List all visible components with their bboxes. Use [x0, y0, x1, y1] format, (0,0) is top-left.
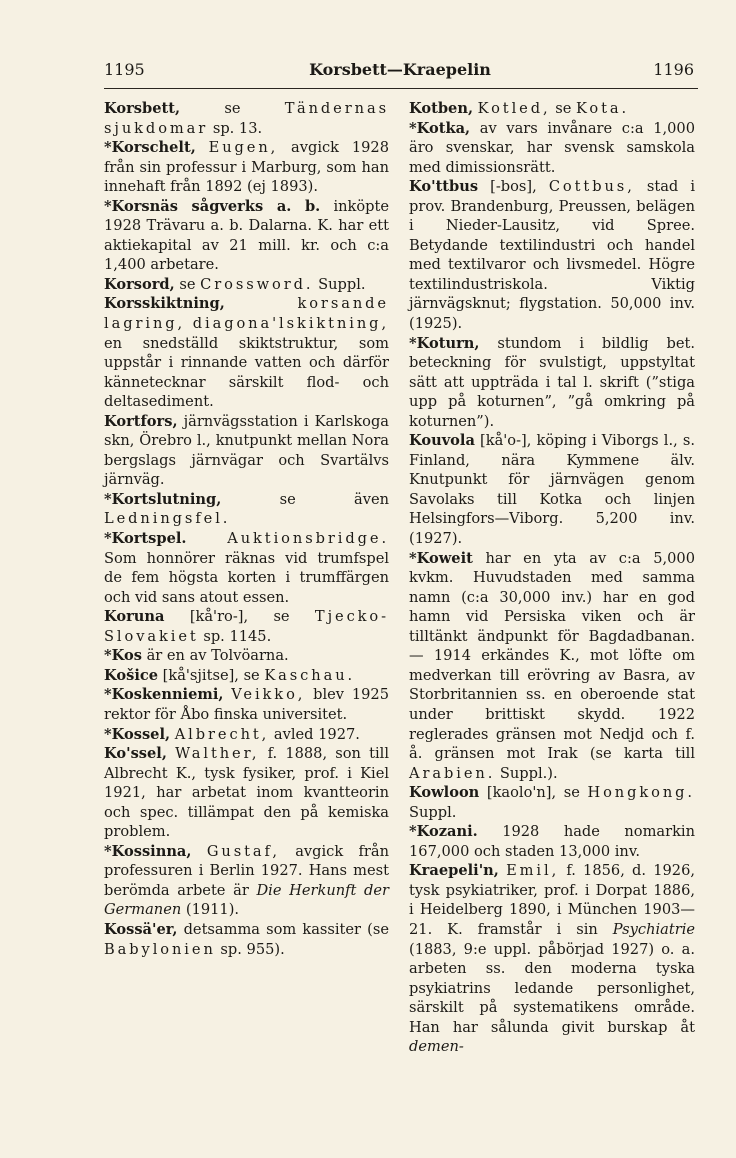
entry	[104, 529, 389, 607]
right-column	[409, 99, 695, 1057]
cross-reference: korsande lagring, diagona'lskiktning,	[104, 295, 389, 333]
entry-headword: Koruna	[104, 608, 165, 626]
entry	[104, 197, 389, 275]
entry	[104, 490, 389, 529]
cross-reference: Auktionsbridge.	[227, 530, 389, 548]
entry	[104, 99, 389, 138]
entry-headword: *Kortslutning,	[104, 490, 222, 508]
entry-headword: Korsbett,	[104, 100, 181, 117]
entry-text	[167, 745, 175, 762]
cross-reference: Eugen,	[208, 139, 279, 157]
italic-title: Die Herkunft der Germanen	[104, 881, 390, 919]
entry-text: är en av Tolvöarna.	[141, 647, 289, 665]
entry	[104, 294, 389, 411]
italic-title: demen-	[409, 1038, 464, 1056]
entry-text: en snedställd skiktstruktur, som uppstår i rinnande vatten och därför kännetecknar särskilt flod- och deltasediment.	[104, 334, 389, 411]
entry-text	[187, 530, 228, 547]
entry-text: [-bos],	[478, 178, 549, 196]
entry	[409, 861, 695, 1056]
entry	[104, 275, 389, 295]
entry-text: inköpte 1928 Trävaru a. b. Dalarna. K. har ett aktiekapital av 21 mill. kr. och c:a 1,400 arbetare.	[104, 197, 390, 274]
entry-headword: *Kotka,	[409, 119, 471, 137]
entry-headword: Korsord,	[104, 275, 175, 293]
entry-headword: Kraepeli'n,	[409, 862, 499, 880]
entry-headword: *Kossel,	[104, 725, 171, 743]
entry	[104, 920, 389, 959]
cross-reference: Walther,	[175, 745, 260, 763]
cross-reference: Cottbus,	[548, 178, 635, 196]
entry-text: järnvägsstation i Karlskoga skn, Örebro l., knutpunkt mellan Nora bergslags järnvägar och Svartälvs järnväg.	[104, 412, 389, 489]
entry-headword: *Koskenniemi,	[104, 686, 224, 704]
entry-text: se	[180, 100, 285, 117]
entry-headword: Košice	[104, 666, 159, 684]
running-header	[104, 60, 696, 84]
entry-headword: Kotben,	[409, 100, 474, 117]
entry-text: se	[174, 275, 201, 293]
entry-text: f. 1856, d. 1926, tysk psykiatriker, prof. i Dorpat 1886, i Heidelberg 1890, i München 1903—21. K. framstår i sin	[409, 862, 695, 938]
entry-headword: Korsskiktning,	[104, 295, 225, 313]
entry-text: detsamma som kassiter (se	[177, 920, 389, 938]
entry-text	[196, 139, 209, 156]
entry-text: blev 1925 rektor för Åbo finska universitet.	[104, 686, 389, 723]
entry-text: sp. 955).	[215, 940, 285, 958]
entry-text: sp. 1145.	[198, 627, 272, 645]
entry-text: [kaolo'n], se	[479, 784, 588, 802]
cross-reference: Kotled,	[477, 100, 551, 117]
cross-reference: Veikko,	[231, 686, 306, 704]
entry	[104, 842, 389, 920]
entry-headword: Ko'ssel,	[104, 745, 167, 763]
entry-text	[225, 295, 298, 312]
entry-text: [kå'ro-], se	[164, 608, 315, 626]
cross-reference: Tändernas sjukdomar	[104, 100, 389, 137]
entry	[409, 822, 695, 861]
entry	[409, 431, 695, 548]
entry	[104, 646, 389, 666]
entry-headword: *Kos	[104, 647, 142, 665]
cross-reference: Ledningsfel.	[104, 510, 231, 528]
entry-headword: Kouvola	[409, 432, 475, 450]
entry-headword: Kowloon	[409, 784, 480, 802]
entry-text: avgick 1928 från sin professur i Marburg, som han innehaft från 1892 (ej 1893).	[104, 139, 390, 196]
entry-text: Suppl.	[313, 275, 366, 293]
entry-headword: Kossä'er,	[104, 920, 178, 938]
entry	[104, 412, 389, 490]
running-title: Korsbett—Kraepelin	[309, 60, 491, 79]
entry-text: stundom i bildlig bet. beteckning för svulstigt, uppstyltat sätt att uppträda i tal l. skrift (”stiga upp på koturnen”, ”gå omkring på koturnen”).	[409, 334, 695, 430]
entry-text: (1883, 9:e uppl. påbörjad 1927) o. a. arbeten ss. den moderna tyska psykiatrins ledande personlighet, särskilt på systematikens område. Han har sålunda givit burskap åt	[409, 940, 695, 1036]
entry-text: [kå'sjitse], se	[158, 666, 265, 684]
entry-text: se	[550, 100, 576, 117]
entry	[104, 725, 389, 745]
entry-text: stad i prov. Brandenburg, Preussen, belägen i Nieder-Lausitz, vid Spree. Betydande textilindustri och handel med textilvaror och livsmedel. Högre textilindustriskola. Viktig järnvägsknut; flygstation. 50,000 inv. (1925).	[409, 178, 696, 333]
entry	[409, 99, 695, 119]
cross-reference: Kota.	[575, 100, 630, 117]
page-number-left: 1195	[104, 60, 145, 79]
entry-text: 1928 hade nomarkin 167,000 och staden 13,000 inv.	[409, 823, 695, 860]
entry-headword: *Kortspel.	[104, 530, 187, 548]
entry-headword: *Korsnäs sågverks a. b.	[104, 197, 321, 215]
entry-text: se även	[221, 490, 389, 508]
entry-text: av vars invånare c:a 1,000 äro svenskar, har svensk samskola med dimissionsrätt.	[409, 119, 695, 176]
entry	[409, 177, 695, 333]
entry-text: Som honnörer räknas vid trumfspel de fem högsta korten i trumffärgen och vid sans atout essen.	[104, 549, 389, 606]
entry-headword: Ko'ttbus	[409, 178, 479, 196]
left-column	[104, 99, 389, 959]
entry	[409, 549, 695, 784]
entry	[104, 138, 389, 197]
italic-title: Psychiatrie	[612, 920, 695, 938]
entry-text: f. 1888, son till Albrecht K., tysk fysiker, prof. i Kiel 1921, har arbetat inom kvantteorin och spec. tillämpat den på kemiska problem.	[104, 745, 389, 841]
entry-text: Suppl.	[409, 803, 457, 821]
cross-reference: Arabien.	[409, 764, 496, 782]
entry-headword: Kortfors,	[104, 412, 178, 430]
cross-reference: Emil,	[506, 862, 560, 880]
entry	[104, 607, 389, 646]
entry	[104, 666, 389, 686]
cross-reference: Hongkong.	[587, 784, 695, 802]
entry-text	[499, 862, 506, 879]
page-number-right: 1196	[653, 60, 694, 79]
entry-text: sp. 13.	[208, 119, 263, 137]
entry-text: avgick från professuren i Berlin 1927. Hans mest berömda arbete är	[104, 842, 390, 899]
entry-headword: *Korschelt,	[104, 139, 196, 157]
entry-text: (1911).	[181, 901, 240, 919]
entry	[409, 119, 695, 178]
entry	[409, 783, 695, 822]
cross-reference: Albrecht,	[174, 725, 270, 743]
cross-reference: Kaschau.	[264, 666, 356, 684]
cross-reference: Gustaf,	[206, 842, 280, 860]
cross-reference: Babylonien	[104, 940, 216, 958]
entry	[409, 334, 695, 432]
entry	[104, 744, 389, 842]
entry-headword: *Koturn,	[409, 334, 480, 352]
header-rule	[104, 88, 698, 89]
cross-reference: Crossword.	[200, 275, 314, 293]
entry	[104, 685, 389, 724]
entry-text: Suppl.).	[495, 764, 558, 782]
cross-reference: Tjecko-Slovakiet	[104, 608, 389, 645]
entry-headword: *Kossinna,	[104, 842, 192, 860]
entry-text	[191, 843, 206, 860]
entry-text: har en yta av c:a 5,000 kvkm. Huvudstaden med samma namn (c:a 30,000 inv.) har en god hamn vid Persiska viken och är tilltänkt ändpunkt för Bagdadbanan. — 1914 erkändes K., mot löfte om medverkan till erövring av Basra, av Storbritannien ss. en oberoende stat under brittiskt skydd. 1922 reglerades gränsen mot Nedjd och f. å. gränsen mot Irak (se karta till	[409, 549, 695, 763]
entry-text: [kå'o-], köping i Viborgs l., s. Finland, nära Kymmene älv. Knutpunkt för järnvägen genom Savolaks till Kotka och linjen Helsingfors—Viborg. 5,200 inv. (1927).	[409, 432, 695, 548]
entry-text: avled 1927.	[269, 725, 360, 743]
entry-headword: *Koweit	[409, 549, 473, 567]
entry-headword: *Kozani.	[409, 823, 478, 841]
